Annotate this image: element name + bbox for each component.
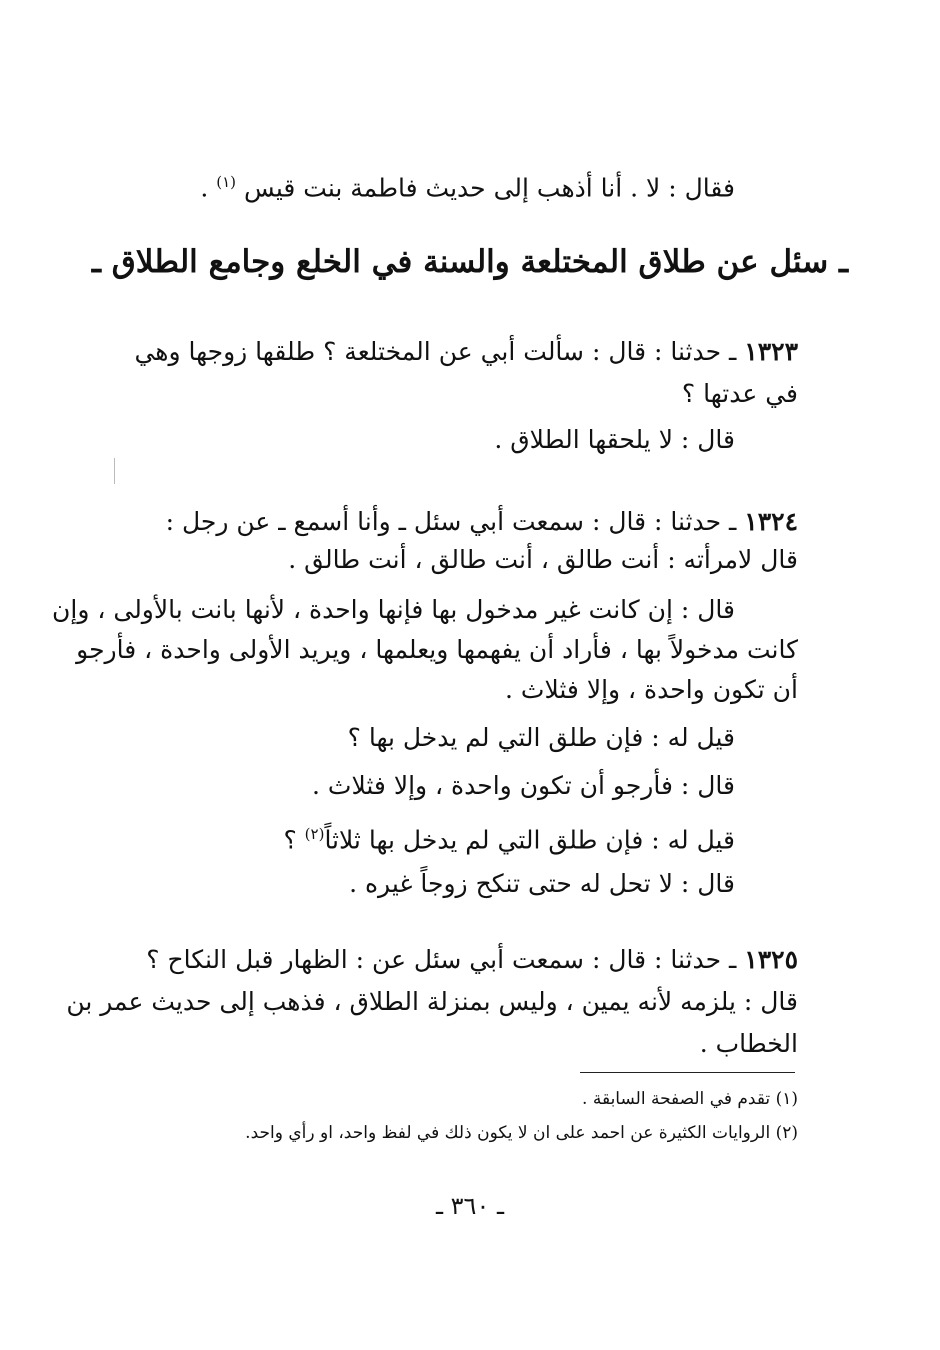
entry-1324-line-6: قيل له : فإن طلق التي لم يدخل بها ؟ [347,723,735,752]
section-heading: ـ سئل عن طلاق المختلعة والسنة في الخلع وجامع الطلاق ـ [91,244,849,280]
intro-end: . [200,173,217,203]
footnote-separator [580,1072,795,1073]
footnote-2: (٢) الروايات الكثيرة عن احمد على ان لا يكون ذلك في لفظ واحد، او رأي واحد. [245,1123,798,1143]
entry-1324-text-8: قيل له : فإن طلق التي لم يدخل بها ثلاثاً [324,825,735,855]
entry-1324-line-9: قال : لا تحل له حتى تنكح زوجاً غيره . [349,869,735,898]
entry-1324-line-2: قال لامرأته : أنت طالق ، أنت طالق ، أنت طالق . [288,545,798,574]
entry-1323-line-1 [134,332,798,372]
intro-text: فقال : لا . أنا أذهب إلى حديث فاطمة بنت قيس [243,173,735,203]
entry-1323-number: ١٣٢٣ [744,337,798,366]
margin-mark [114,458,115,484]
entry-1323-line-3: قال : لا يلحقها الطلاق . [494,425,735,454]
entry-1324-line-3: قال : إن كانت غير مدخول بها فإنها واحدة ، لأنها بانت بالأولى ، وإن [52,595,735,624]
entry-1324-line-8 [135,814,735,860]
entry-1324-line-1 [138,502,798,542]
footnote-marker-1: (١) [216,173,237,191]
footnote-marker-2: (٢) [304,825,325,843]
entry-1323-line-2: في عدتها ؟ [681,379,798,408]
footnote-1: (١) تقدم في الصفحة السابقة . [582,1089,798,1109]
entry-1324-number: ١٣٢٤ [744,507,798,536]
entry-1323-text-1: ـ حدثنا : قال : سألت أبي عن المختلعة ؟ طلقها زوجها وهي [134,337,745,366]
entry-1324-line-7: قال : فأرجو أن تكون واحدة ، وإلا فثلاث . [312,771,735,800]
entry-1325-line-1 [138,940,798,980]
entry-1325-text-1: ـ حدثنا : قال : سمعت أبي سئل عن : الظهار قبل النكاح ؟ [146,945,745,974]
entry-1325-number: ١٣٢٥ [744,945,798,974]
entry-1324-text-1: ـ حدثنا : قال : سمعت أبي سئل ـ وأنا أسمع ـ عن رجل : [165,507,745,536]
entry-1324-text-8-end: ؟ [283,825,305,855]
intro-line [135,162,735,208]
entry-1325-line-3: الخطاب . [699,1029,798,1058]
entry-1325-line-2: قال : يلزمه لأنه يمين ، وليس بمنزلة الطلاق ، فذهب إلى حديث عمر بن [66,987,798,1016]
entry-1324-line-5: أن تكون واحدة ، وإلا فثلاث . [505,675,798,704]
entry-1324-line-4: كانت مدخولاً بها ، فأراد أن يفهمها ويعلمها ، ويريد الأولى واحدة ، فأرجو [76,635,798,664]
page-number: ـ ٣٦٠ ـ [435,1192,504,1220]
